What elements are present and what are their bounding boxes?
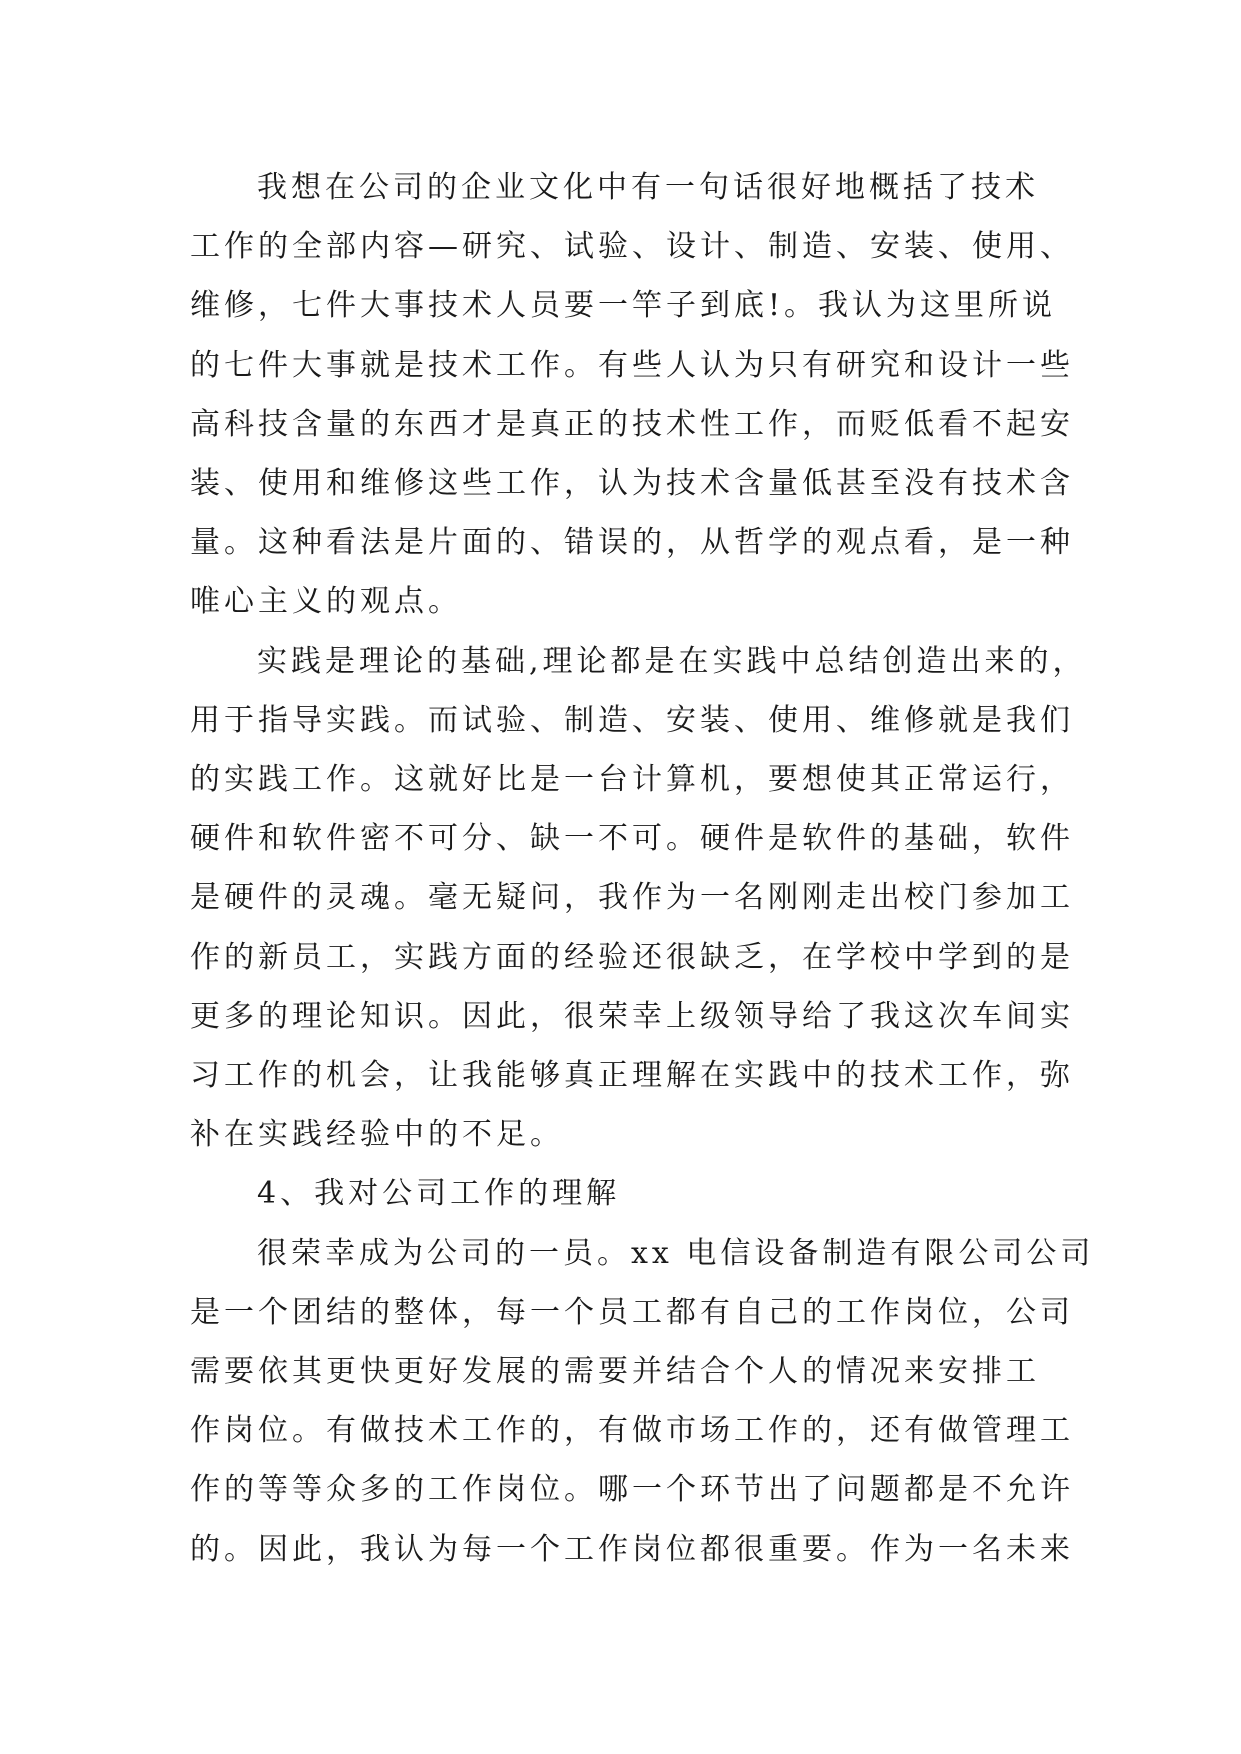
text-line: 实践是理论的基础,理论都是在实践中总结创造出来的，	[257, 643, 1087, 679]
document-body	[190, 158, 1095, 1579]
text-line: 的。因此，我认为每一个工作岗位都很重要。作为一名未来	[190, 1531, 1074, 1567]
text-line: 很荣幸成为公司的一员。xx 电信设备制造有限公司公司	[257, 1235, 1095, 1271]
text-line: 是硬件的灵魂。毫无疑问，我作为一名刚刚走出校门参加工	[190, 880, 1074, 916]
text-line: 我想在公司的企业文化中有一句话很好地概括了技术	[257, 170, 1039, 205]
text-line: 4、我对公司工作的理解	[257, 1176, 621, 1212]
text-line: 更多的理论知识。因此，很荣幸上级领导给了我这次车间实	[190, 998, 1074, 1034]
text-line: 工作的全部内容—研究、试验、设计、制造、安装、使用、	[190, 229, 1074, 265]
text-line: 量。这种看法是片面的、错误的，从哲学的观点看，是一种	[190, 525, 1074, 561]
text-line: 作岗位。有做技术工作的，有做市场工作的，还有做管理工	[190, 1413, 1074, 1449]
text-line: 补在实践经验中的不足。	[190, 1117, 564, 1153]
text-line: 唯心主义的观点。	[190, 584, 462, 620]
text-line: 高科技含量的东西才是真正的技术性工作，而贬低看不起安	[190, 406, 1074, 442]
text-line: 习工作的机会，让我能够真正理解在实践中的技术工作，弥	[190, 1058, 1074, 1094]
text-line: 作的新员工，实践方面的经验还很缺乏，在学校中学到的是	[190, 939, 1074, 975]
text-line: 作的等等众多的工作岗位。哪一个环节出了问题都是不允许	[190, 1472, 1074, 1508]
text-line: 装、使用和维修这些工作，认为技术含量低甚至没有技术含	[190, 466, 1074, 502]
text-line: 需要依其更快更好发展的需要并结合个人的情况来安排工	[190, 1354, 1040, 1390]
text-line: 硬件和软件密不可分、缺一不可。硬件是软件的基础，软件	[190, 821, 1074, 857]
text-line: 的七件大事就是技术工作。有些人认为只有研究和设计一些	[190, 347, 1074, 383]
text-line: 的实践工作。这就好比是一台计算机，要想使其正常运行，	[190, 762, 1074, 798]
text-line: 是一个团结的整体，每一个员工都有自己的工作岗位，公司	[190, 1294, 1074, 1330]
text-line: 维修，七件大事技术人员要一竿子到底!。我认为这里所说	[190, 288, 1057, 324]
text-line: 用于指导实践。而试验、制造、安装、使用、维修就是我们	[190, 702, 1074, 738]
